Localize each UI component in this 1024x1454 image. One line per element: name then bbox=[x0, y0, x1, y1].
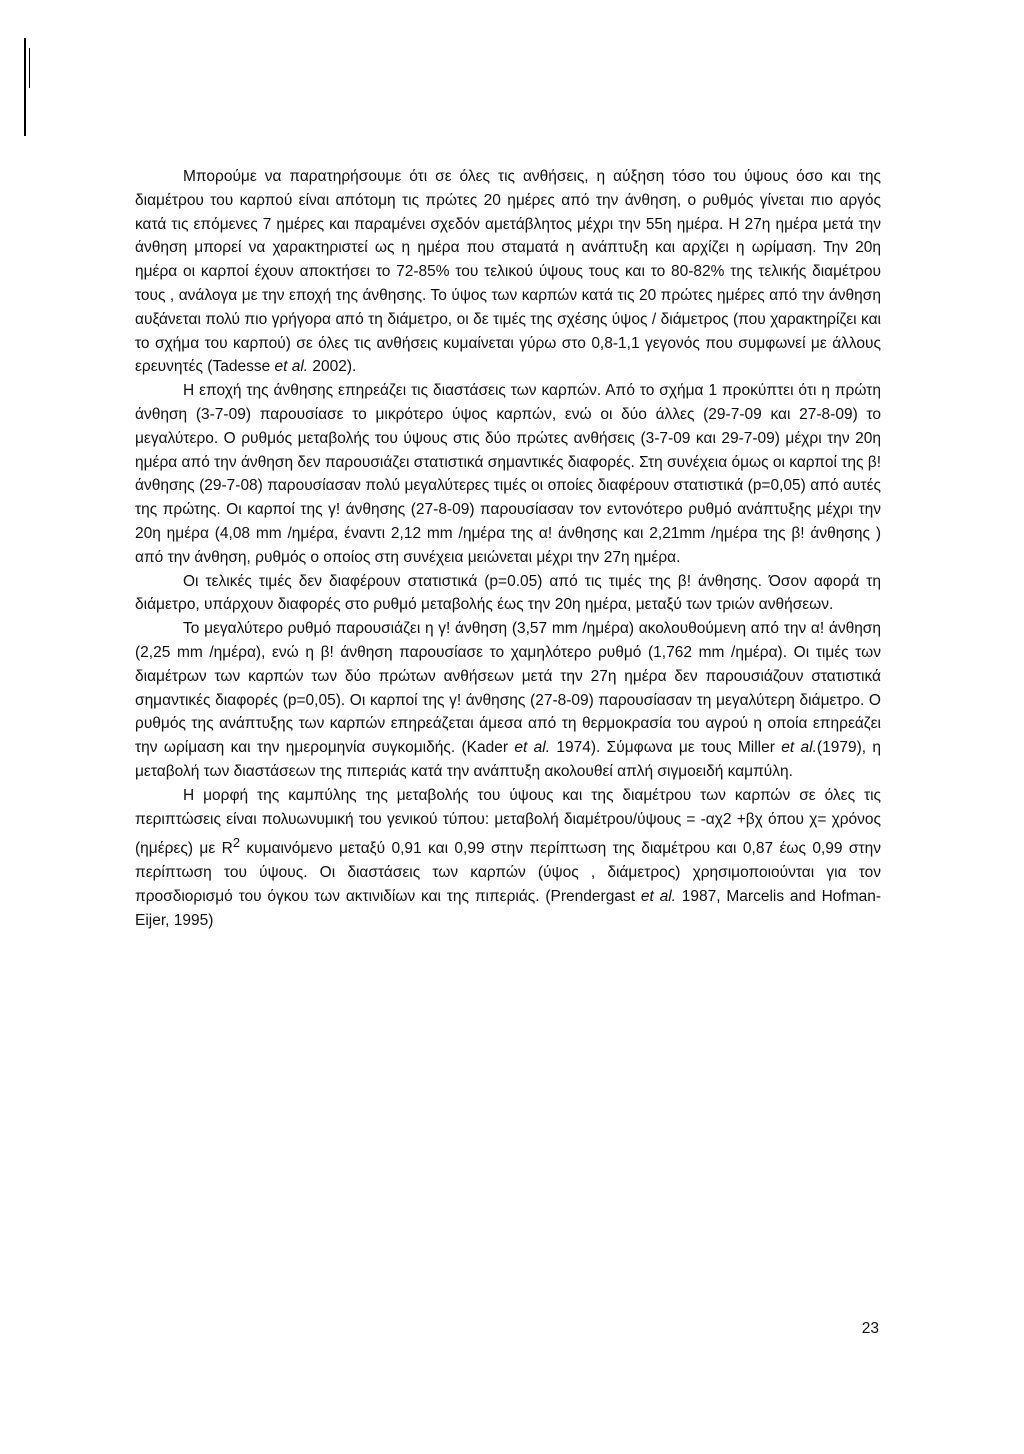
paragraph-5-text: Η μορφή της καμπύλης της μεταβολής του ύψους και της διαμέτρου των καρπών σε όλες τις περιπτώσεις είναι πολυωνυμική του γενικού τύπου: μεταβολή διαμέτρου/ύψους = -αχ2 +βχ όπου χ= χρόνος (ημέρες) με R bbox=[135, 786, 881, 858]
paragraph-5 bbox=[135, 784, 881, 933]
paragraph-5-italic: et al. bbox=[640, 888, 676, 906]
paragraph-2-text: Η εποχή της άνθησης επηρεάζει τις διαστάσεις των καρπών. Από το σχήμα 1 προκύπτει ότι η πρώτη άνθηση (3-7-09) παρουσίασε το μικρότερο ύψος καρπών, ενώ οι δύο άλλες (29-7-09 και 27-8-09) το μεγαλύτερο. Ο ρυθμός μεταβολής του ύψους στις δύο πρώτες ανθήσεις (3-7-09 και 29-7-09) μέχρι την 20η ημέρα από την άνθηση δεν παρουσιάζει στατιστικά σημαντικές διαφορές. Στη συνέχεια όμως οι καρποί της β! άνθησης (29-7-08) παρουσίασαν πολύ μεγαλύτερες τιμές οι οποίες διαφέρουν στατιστικά (p=0,05) από αυτές της πρώτης. Οι καρποί της γ! άνθησης (27-8-09) παρουσίασαν τον εντονότερο ρυθμό ανάπτυξης μέχρι την 20η ημέρα (4,08 mm /ημέρα, έναντι 2,12 mm /ημέρα της α! άνθησης και 2,21mm /ημέρα της β! άνθησης ) από την άνθηση, ρυθμός ο οποίος στη συνέχεια μειώνεται μέχρι την 27η ημέρα. bbox=[135, 382, 881, 566]
paragraph-4-italic: et al. bbox=[514, 739, 551, 757]
paragraph-2 bbox=[135, 379, 881, 569]
paragraph-1-tail: 2002). bbox=[308, 358, 357, 376]
scan-edge-mark bbox=[24, 38, 26, 136]
paragraph-1 bbox=[135, 165, 881, 379]
paragraph-4-text: Το μεγαλύτερο ρυθμό παρουσιάζει η γ! άνθηση (3,57 mm /ημέρα) ακολουθούμενη από την α! άνθηση (2,25 mm /ημέρα), ενώ η β! άνθηση παρουσίασε το χαμηλότερο ρυθμό (1,762 mm /ημέρα). Οι τιμές των διαμέτρων των καρπών των δύο πρώτων ανθήσεων μετά την 27η ημέρα δεν παρουσιάζουν στατιστικά σημαντικές διαφορές (p=0,05). Οι καρποί της γ! άνθησης (27-8-09) παρουσίασαν τη μεγαλύτερη διάμετρο. Ο ρυθμός της ανάπτυξης των καρπών επηρεάζεται άμεσα από τη θερμοκρασία του αγρού η οποία επηρεάζει την ωρίμαση και την ημερομηνία συγκομιδής. (Kader bbox=[135, 620, 881, 757]
paragraph-5-tail-2: 1987, Marcelis and Hofman-Eijer, 1995) bbox=[135, 888, 882, 929]
paragraph-5-superscript: 2 bbox=[232, 835, 241, 851]
paragraph-1-text: Μπορούμε να παρατηρήσουμε ότι σε όλες τις ανθήσεις, η αύξηση τόσο του ύψους όσο και της διαμέτρου του καρπού είναι απότομη τις πρώτες 20 ημέρες από την άνθηση, ο ρυθμός γίνεται πιο αργός κατά τις επόμενες 7 ημέρες και παραμένει σχεδόν αμετάβλητος μέχρι την 55η ημέρα. Η 27η ημέρα μετά την άνθηση μπορεί να χαρακτηριστεί ως η ημέρα που σταματά η ανάπτυξη και αρχίζει η ωρίμαση. Την 20η ημέρα οι καρποί έχουν αποκτήσει το 72-85% του τελικού ύψους τους και το 80-82% της τελικής διαμέτρου τους , ανάλογα με την εποχή της άνθησης. Το ύψος των καρπών κατά τις 20 πρώτες ημέρες από την άνθηση αυξάνεται πολύ πιο γρήγορα από τη διάμετρο, οι δε τιμές της σχέσης ύψος / διάμετρος (που χαρακτηρίζει και το σχήμα του καρπού) σε όλες τις ανθήσεις κυμαίνεται γύρω στο 0,8-1,1 γεγονός που συμφωνεί με άλλους ερευνητές (Tadesse bbox=[135, 168, 881, 376]
paragraph-4-tail-2: (1979), η μεταβολή των διαστάσεων της πιπεριάς κατά την ανάπτυξη ακολουθεί απλή σιγμοειδή καμπύλη. bbox=[135, 739, 882, 780]
paragraph-4-tail: 1974). Σύμφωνα με τους Miller bbox=[550, 739, 782, 757]
paragraph-5-tail: κυμαινόμενο μεταξύ 0,91 και 0,99 στην περίπτωση της διαμέτρου και 0,87 έως 0,99 στην περίπτωση του ύψους. Οι διαστάσεις των καρπών (ύψος , διάμετρος) χρησιμοποιούνται για τον προσδιορισμό του όγκου των ακτινιδίων και της πιπεριάς. (Prendergast bbox=[135, 840, 881, 906]
paragraph-3 bbox=[135, 570, 881, 618]
scan-edge-mark-secondary bbox=[29, 48, 30, 88]
paragraph-4 bbox=[135, 617, 881, 784]
paragraph-1-italic: et al. bbox=[274, 358, 309, 376]
paragraph-3-text: Οι τελικές τιμές δεν διαφέρουν στατιστικά (p=0.05) από τις τιμές της β! άνθησης. Όσον αφορά τη διάμετρο, υπάρχουν διαφορές στο ρυθμό μεταβολής έως την 20η ημέρα, μεταξύ των τριών ανθήσεων. bbox=[135, 572, 881, 614]
paragraph-4-italic-2: et al. bbox=[781, 739, 817, 757]
page-number: 23 bbox=[861, 1320, 879, 1337]
body-text bbox=[135, 165, 881, 933]
